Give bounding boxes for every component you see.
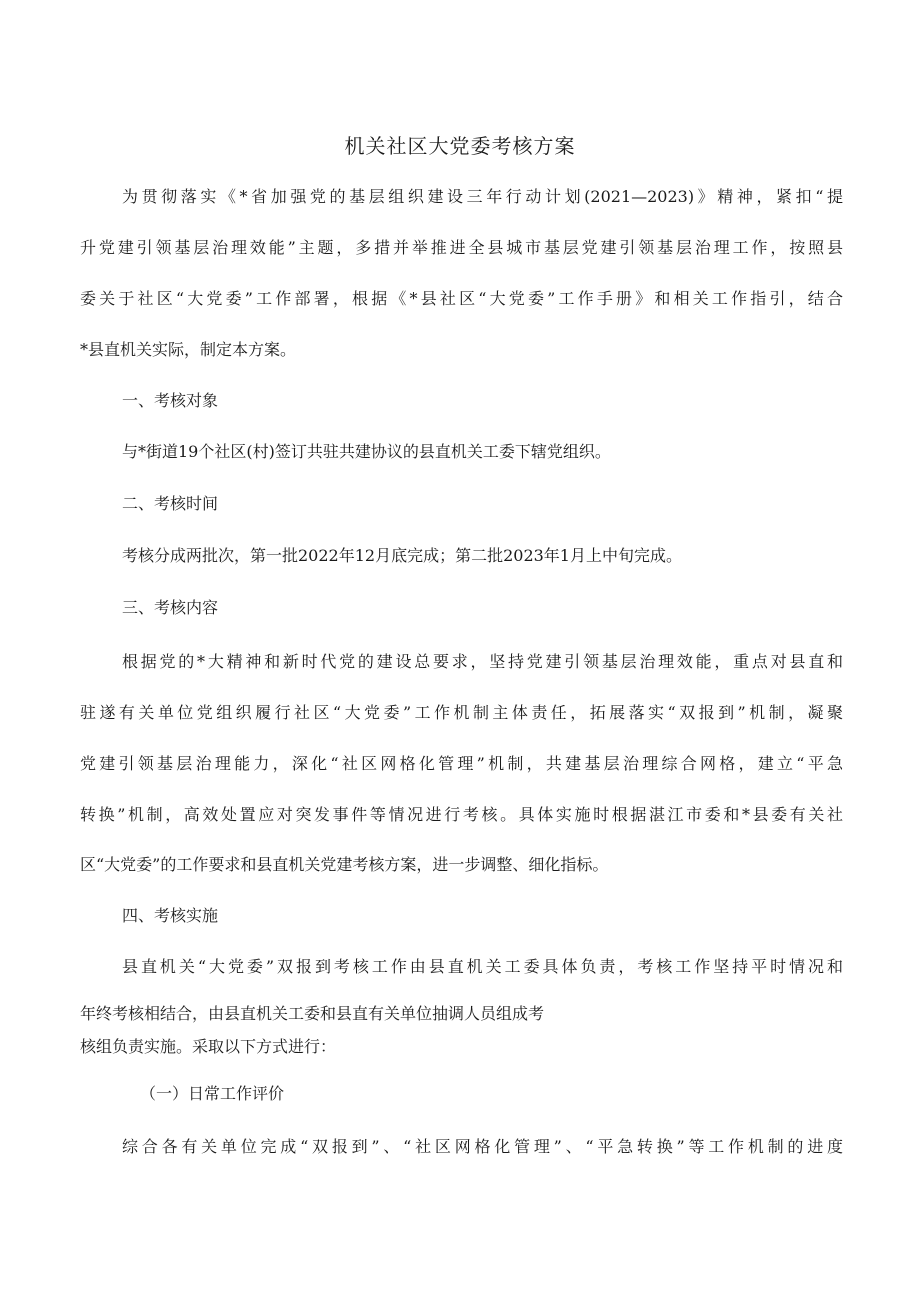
section1-body: 与*街道19个社区(村)签订共驻共建协议的县直机关工委下辖党组织。 (122, 442, 611, 461)
sub1-line-1: 综合各有关单位完成“双报到”、“社区网格化管理”、“平急转换”等工作机制的进度 (122, 1137, 843, 1156)
document-title: 机关社区大党委考核方案 (344, 134, 576, 158)
intro-line-4: *县直机关实际，制定本方案。 (80, 340, 297, 359)
section4-paragraph-cont (80, 1002, 843, 1026)
section3-paragraph-cont-3 (80, 803, 843, 827)
intro-line-1: 为贯彻落实《*省加强党的基层组织建设三年行动计划(2021—2023)》精神，紧扣“提 (122, 187, 843, 206)
section4-line-1: 县直机关“大党委”双报到考核工作由县直机关工委具体负责，考核工作坚持平时情况和 (122, 957, 843, 976)
section4-paragraph (80, 955, 843, 979)
intro-paragraph-cont-3 (80, 338, 843, 362)
intro-paragraph (80, 185, 843, 209)
section3-paragraph-cont-4 (80, 853, 843, 877)
section3-line-4: 转换”机制，高效处置应对突发事件等情况进行考核。具体实施时根据湛江市委和*县委有关社 (80, 805, 843, 824)
intro-line-2: 升党建引领基层治理效能”主题，多措并举推进全县城市基层党建引领基层治理工作，按照县 (80, 238, 843, 257)
intro-paragraph-cont-2 (80, 287, 843, 311)
sub1-paragraph (80, 1135, 843, 1159)
sub1-heading: （一）日常工作评价 (140, 1084, 285, 1103)
intro-paragraph-cont (80, 236, 843, 260)
section3-line-2: 驻遂有关单位党组织履行社区“大党委”工作机制主体责任，拓展落实“双报到”机制，凝聚 (80, 703, 843, 722)
section4-line-3: 核组负责实施。采取以下方式进行： (80, 1037, 337, 1056)
section4-line-2: 年终考核相结合，由县直机关工委和县直有关单位抽调人员组成考 (80, 1004, 545, 1023)
section3-paragraph-cont-2 (80, 752, 843, 776)
section4-paragraph-cont-2 (80, 1035, 843, 1059)
section1-heading: 一、考核对象 (122, 391, 219, 410)
section4-heading: 四、考核实施 (122, 906, 219, 925)
section3-heading: 三、考核内容 (122, 598, 219, 617)
section3-paragraph-cont (80, 701, 843, 725)
section2-heading: 二、考核时间 (122, 494, 219, 513)
section3-line-5: 区“大党委”的工作要求和县直机关党建考核方案，进一步调整、细化指标。 (80, 855, 609, 874)
intro-line-3: 委关于社区“大党委”工作部署，根据《*县社区“大党委”工作手册》和相关工作指引，结合 (80, 289, 843, 308)
section3-line-3: 党建引领基层治理能力，深化“社区网格化管理”机制，共建基层治理综合网格，建立“平急 (80, 754, 843, 773)
section2-body: 考核分成两批次，第一批2022年12月底完成；第二批2023年1月上中旬完成。 (122, 546, 682, 565)
section3-line-1: 根据党的*大精神和新时代党的建设总要求，坚持党建引领基层治理效能，重点对县直和 (122, 652, 843, 671)
section3-paragraph (80, 650, 843, 674)
